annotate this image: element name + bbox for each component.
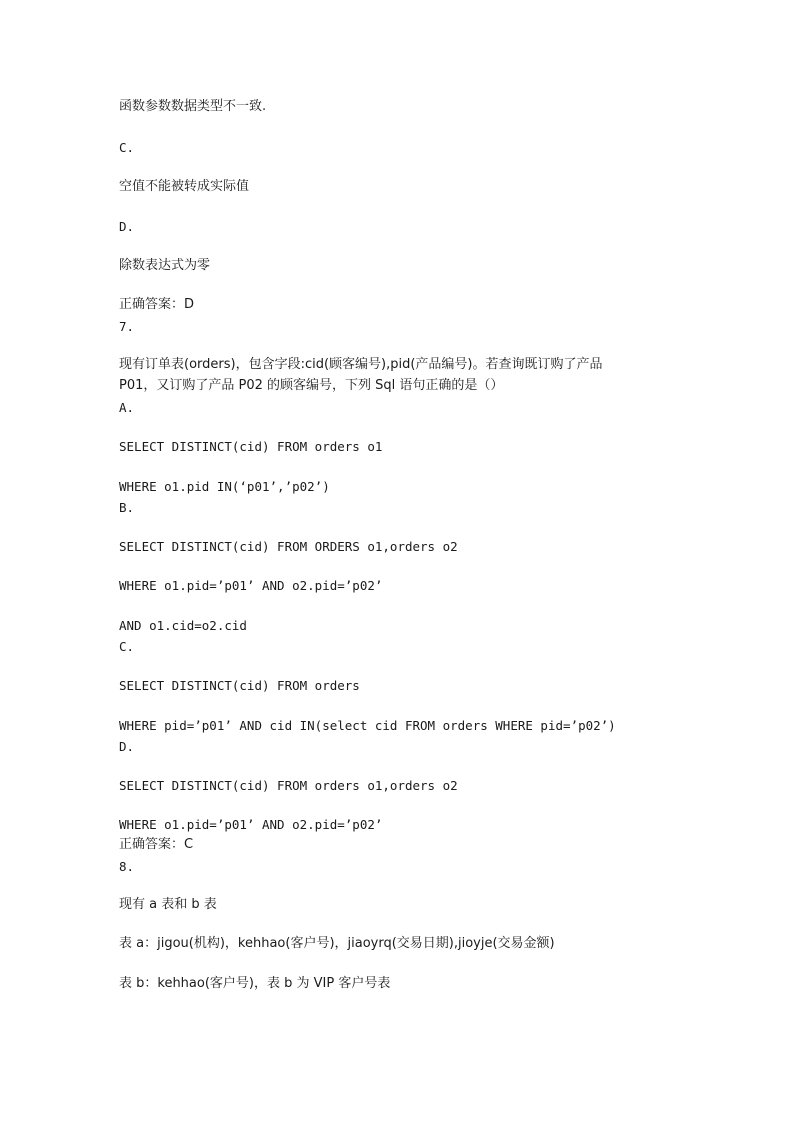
sql-line: SELECT DISTINCT(cid) FROM orders xyxy=(119,678,360,693)
sql-line: WHERE o1.pid IN(‘p01’,’p02’) xyxy=(119,479,330,494)
sql-line: SELECT DISTINCT(cid) FROM orders o1 xyxy=(119,439,383,454)
table-b-description: 表 b：kehhao(客户号)，表 b 为 VIP 客户号表 xyxy=(119,976,391,991)
option-a-label: A. xyxy=(119,400,135,415)
option-d-label: D. xyxy=(119,219,135,234)
sql-line: AND o1.cid=o2.cid xyxy=(119,618,247,633)
table-a-description: 表 a：jigou(机构)，kehhao(客户号)，jiaoyrq(交易日期),jioyje(交易金额) xyxy=(119,936,555,951)
option-c-label: C. xyxy=(119,140,135,155)
option-c-text: 空值不能被转成实际值 xyxy=(119,179,250,194)
sql-line: SELECT DISTINCT(cid) FROM ORDERS o1,orders o2 xyxy=(119,539,458,554)
option-b-text: 函数参数数据类型不一致. xyxy=(119,99,267,114)
answer-line: 正确答案：D xyxy=(119,297,195,312)
question-text-line-2: P01，又订购了产品 P02 的顾客编号，下列 Sql 语句正确的是（） xyxy=(119,378,504,393)
sql-line: SELECT DISTINCT(cid) FROM orders o1,orders o2 xyxy=(119,778,458,793)
answer-line: 正确答案：C xyxy=(119,837,194,852)
question-text: 现有 a 表和 b 表 xyxy=(119,897,217,912)
option-b-label: B. xyxy=(119,500,135,515)
question-number: 7. xyxy=(119,319,135,334)
sql-line: WHERE pid=’p01’ AND cid IN(select cid FROM orders WHERE pid=’p02’) xyxy=(119,718,616,733)
question-number: 8. xyxy=(119,859,135,874)
option-c-label: C. xyxy=(119,639,135,654)
sql-line: WHERE o1.pid=’p01’ AND o2.pid=’p02’ xyxy=(119,578,383,593)
option-d-text: 除数表达式为零 xyxy=(119,258,211,273)
sql-line: WHERE o1.pid=’p01’ AND o2.pid=’p02’ xyxy=(119,817,383,832)
question-text-line-1: 现有订单表(orders)，包含字段:cid(顾客编号),pid(产品编号)。若查询既订购了产品 xyxy=(119,357,603,372)
option-d-label: D. xyxy=(119,739,135,754)
